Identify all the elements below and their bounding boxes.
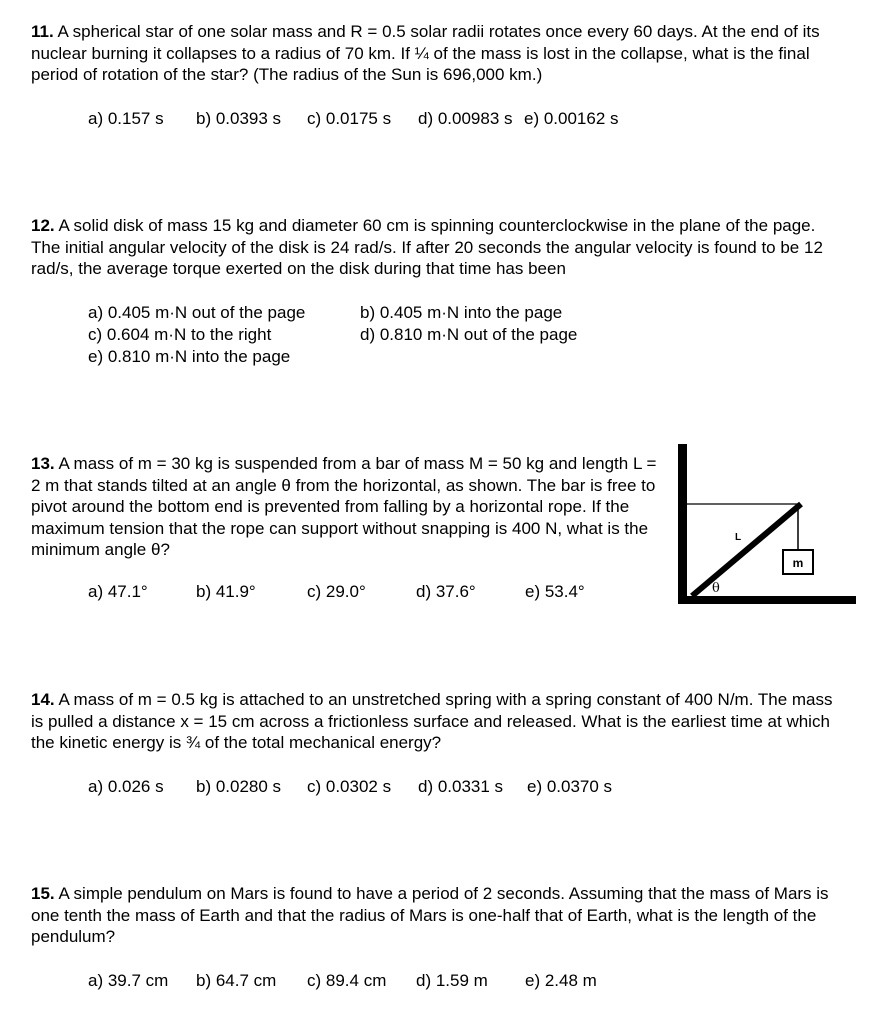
option-b[interactable]: b) 0.405 m·N into the page bbox=[360, 303, 563, 322]
question-number: 14. bbox=[31, 690, 55, 709]
option-b[interactable]: b) 64.7 cm bbox=[196, 971, 277, 990]
option-e[interactable]: e) 0.00162 s bbox=[524, 109, 619, 128]
option-d[interactable]: d) 37.6° bbox=[416, 582, 476, 601]
option-e[interactable]: e) 0.810 m·N into the page bbox=[88, 347, 291, 366]
option-c[interactable]: c) 0.604 m·N to the right bbox=[88, 325, 272, 344]
question-text: A simple pendulum on Mars is found to have a period of 2 seconds. Assuming that the mass of Mars is one tenth the mass of Earth and that the radius of Mars is one-half that of Earth, what is the length of the pendulum? bbox=[31, 884, 829, 946]
question-12 bbox=[31, 215, 843, 280]
option-c[interactable]: c) 89.4 cm bbox=[307, 971, 387, 990]
question-number: 13. bbox=[31, 454, 55, 473]
option-c[interactable]: c) 29.0° bbox=[307, 582, 366, 601]
mass-label: m bbox=[792, 556, 804, 570]
option-e[interactable]: e) 53.4° bbox=[525, 582, 585, 601]
option-a[interactable]: a) 0.405 m·N out of the page bbox=[88, 303, 306, 322]
question-text: A mass of m = 0.5 kg is attached to an unstretched spring with a spring constant of 400 N/m. The mass is pulled a distance x = 15 cm across a frictionless surface and released. What is the earliest time at which the kinetic energy is ¾ of the total mechanical energy? bbox=[31, 690, 833, 752]
question-text: A solid disk of mass 15 kg and diameter 60 cm is spinning counterclockwise in the plane of the page. The initial angular velocity of the disk is 24 rad/s. If after 20 seconds the angular velocity is found to be 12 rad/s, the average torque exerted on the disk during that time has been bbox=[31, 216, 823, 278]
question-number: 15. bbox=[31, 884, 55, 903]
question-text: A mass of m = 30 kg is suspended from a bar of mass M = 50 kg and length L = 2 m that stands tilted at an angle θ from the horizontal, as shown. The bar is free to pivot around the bottom end is prevented from falling by a horizontal rope. If the maximum tension that the rope can support without snapping is 400 N, what is the minimum angle θ? bbox=[31, 454, 657, 559]
option-a[interactable]: a) 0.157 s bbox=[88, 109, 164, 128]
option-d[interactable]: d) 0.810 m·N out of the page bbox=[360, 325, 578, 344]
option-a[interactable]: a) 39.7 cm bbox=[88, 971, 169, 990]
option-c[interactable]: c) 0.0175 s bbox=[307, 109, 392, 128]
option-a[interactable]: a) 0.026 s bbox=[88, 777, 164, 796]
wall bbox=[678, 444, 687, 604]
option-b[interactable]: b) 0.0280 s bbox=[196, 777, 282, 796]
option-b[interactable]: b) 41.9° bbox=[196, 582, 256, 601]
question-11 bbox=[31, 21, 841, 86]
option-d[interactable]: d) 1.59 m bbox=[416, 971, 488, 990]
question-number: 11. bbox=[31, 22, 54, 41]
question-number: 12. bbox=[31, 216, 55, 235]
question-text: A spherical star of one solar mass and R = 0.5 solar radii rotates once every 60 days. At the end of its nuclear burning it collapses to a radius of 70 km. If ¼ of the mass is lost in the collapse, what is the final period of rotation of the star? (The radius of the Sun is 696,000 km.) bbox=[31, 22, 820, 84]
option-e[interactable]: e) 2.48 m bbox=[525, 971, 597, 990]
option-e[interactable]: e) 0.0370 s bbox=[527, 777, 613, 796]
bar-length-label: L bbox=[735, 532, 742, 543]
option-b[interactable]: b) 0.0393 s bbox=[196, 109, 282, 128]
option-a[interactable]: a) 47.1° bbox=[88, 582, 148, 601]
angle-label: θ bbox=[712, 581, 720, 596]
floor bbox=[678, 596, 856, 604]
question-14 bbox=[31, 689, 843, 754]
option-c[interactable]: c) 0.0302 s bbox=[307, 777, 392, 796]
option-d[interactable]: d) 0.0331 s bbox=[418, 777, 504, 796]
question-13 bbox=[31, 453, 667, 561]
option-d[interactable]: d) 0.00983 s bbox=[418, 109, 513, 128]
question-15 bbox=[31, 883, 843, 948]
tilted-bar-diagram bbox=[676, 440, 860, 608]
